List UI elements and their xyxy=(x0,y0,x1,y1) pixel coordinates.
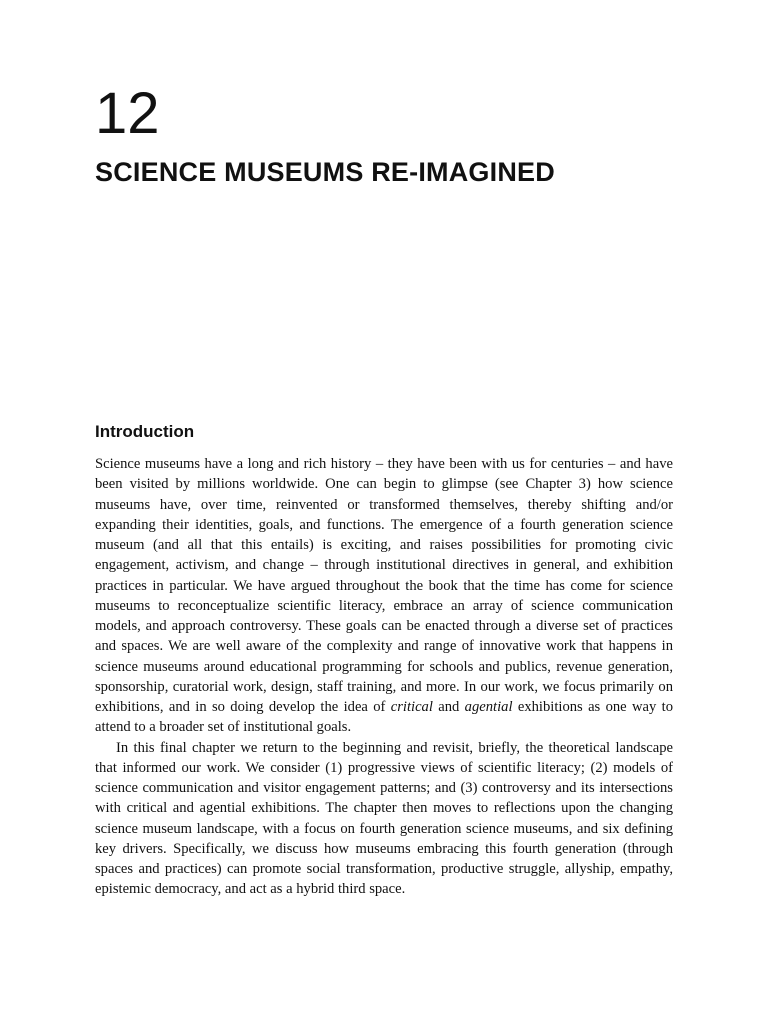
paragraph-1-text-c: exhibitions as one way to attend to a broader set of institutional goals. xyxy=(95,699,673,736)
paragraph-1-text-a: Science museums have a long and rich history – they have been with us for centuries – and have been visited by millions worldwide. One can begin to glimpse (see Chapter 3) how science museums have, over time, reinvented or transformed themselves, thereby shifting and/or expanding their identities, goals, and functions. The emergence of a fourth generation science museum (and all that this entails) is exciting, and raises possibilities for promoting civic engagement, activism, and change – through institutional directives in general, and exhibition practices in particular. We have argued throughout the book that the time has come for science museums to reconceptualize scientific literacy, embrace an array of science communication models, and approach controversy. These goals can be enacted through a diverse set of practices and spaces. We are well aware of the complexity and range of innovative work that happens in science museums around educational programming for schools and publics, revenue generation, sponsorship, curatorial work, design, staff training, and more. In our work, we focus primarily on exhibitions, and in so doing develop the idea of xyxy=(95,456,673,715)
body-text xyxy=(95,454,673,900)
chapter-title: SCIENCE MUSEUMS RE-IMAGINED xyxy=(95,157,555,187)
italic-term-critical: critical xyxy=(390,699,433,715)
italic-term-agential: agential xyxy=(464,699,513,715)
paragraph-2: In this final chapter we return to the beginning and revisit, briefly, the theoretical landscape that informed our work. We consider (1) progressive views of scientific literacy; (2) models of science communication and visitor engagement patterns; and (3) controversy and its intersections with critical and agential exhibitions. The chapter then moves to reflections upon the changing science museum landscape, with a focus on fourth generation science museums, and six defining key drivers. Specifically, we discuss how museums embracing this fourth generation (through spaces and practices) can promote social transformation, productive struggle, allyship, empathy, epistemic democracy, and act as a hybrid third space. xyxy=(95,739,673,898)
paragraph-1 xyxy=(95,454,673,738)
section-heading: Introduction xyxy=(95,422,195,441)
paragraph-1-text-b: and xyxy=(432,699,465,715)
chapter-number: 12 xyxy=(95,81,160,146)
